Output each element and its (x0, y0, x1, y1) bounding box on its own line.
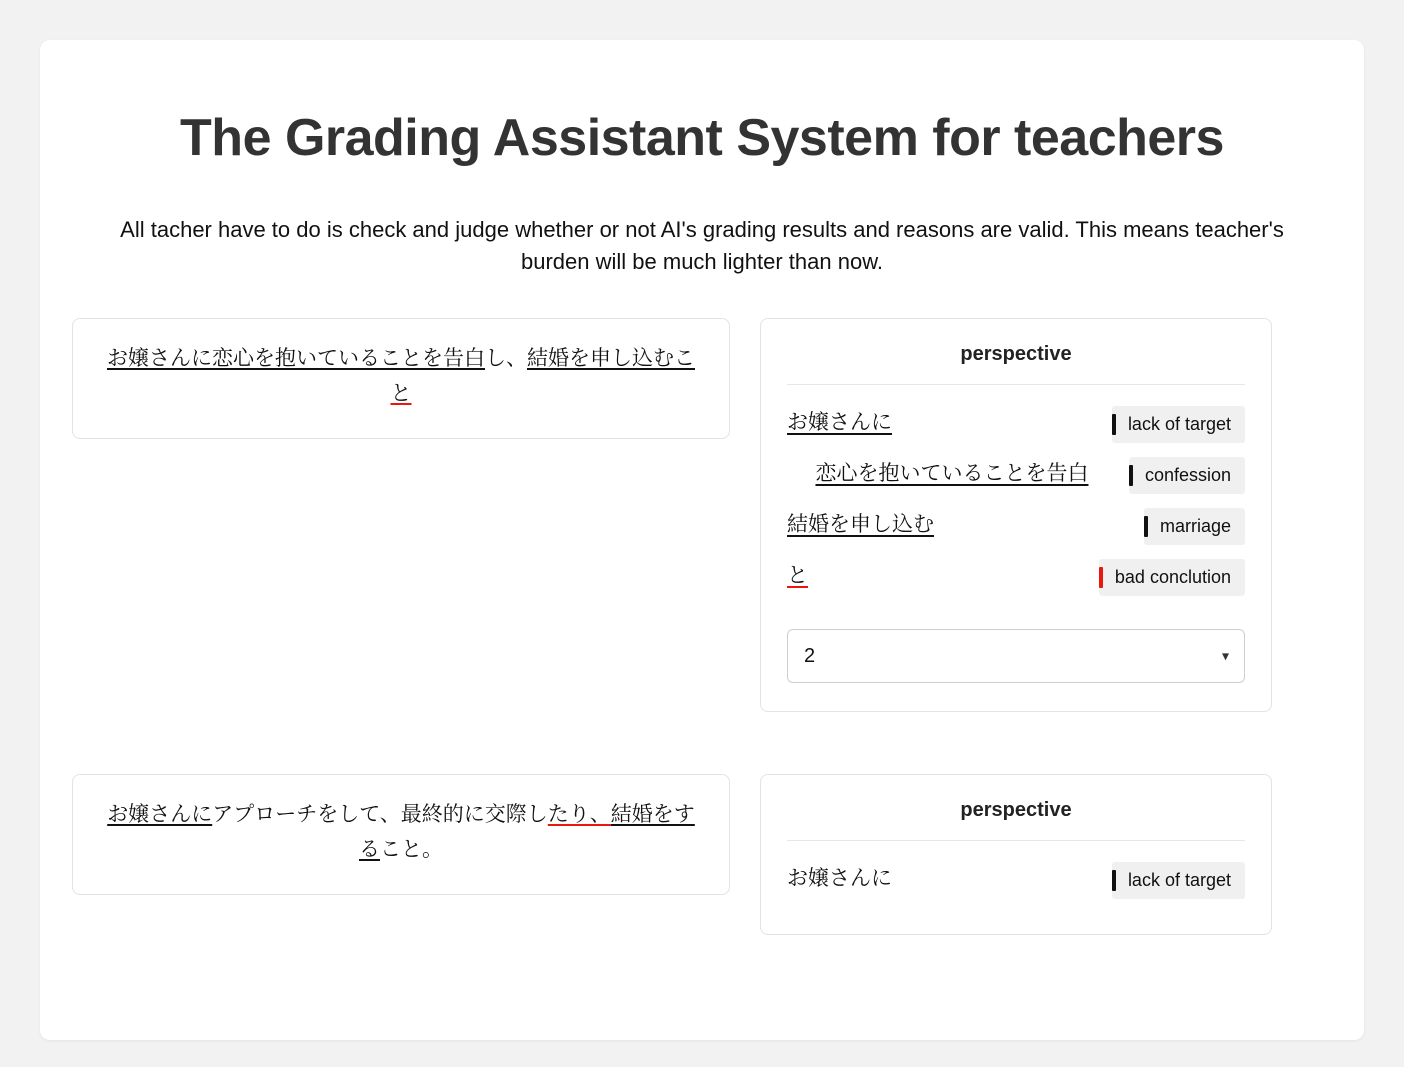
page-title: The Grading Assistant System for teachers (180, 109, 1224, 167)
status-badge (1144, 508, 1245, 545)
perspective-column-1 (760, 318, 1272, 734)
perspective-column-2 (760, 774, 1272, 957)
answer-segment: 結婚をする (359, 802, 695, 862)
badge-label: confession (1144, 464, 1231, 485)
badge-label: marriage (1159, 515, 1231, 536)
perspective-card-1 (760, 318, 1272, 712)
badge-bar (1112, 870, 1116, 891)
badge-label: bad conclution (1114, 566, 1231, 587)
answer-column-2 (72, 774, 730, 917)
badge-label: lack of target (1127, 413, 1231, 434)
perspective-row (787, 450, 1245, 501)
score-select-wrap (787, 629, 1245, 683)
answer-segment: お嬢さんに恋心を抱いていることを告白 (107, 346, 485, 370)
badge-bar (1129, 465, 1133, 486)
perspective-phrase (787, 459, 1117, 491)
answer-segment: し、 (485, 346, 527, 370)
perspective-phrase-text: と (787, 564, 808, 588)
perspective-phrase-text: お嬢さんに (787, 411, 892, 435)
perspective-title: perspective (787, 343, 1245, 385)
perspective-row (787, 855, 1245, 906)
answer-segment: お嬢さんに (107, 802, 213, 826)
perspective-row (787, 399, 1245, 450)
perspective-row (787, 501, 1245, 552)
status-badge (1112, 862, 1245, 899)
status-badge (1129, 457, 1245, 494)
status-badge-error (1099, 559, 1245, 596)
student-answer-card-2 (72, 774, 730, 895)
perspective-phrase-text: 恋心を抱いていることを告白 (815, 462, 1089, 486)
entry-row-2 (72, 774, 1332, 957)
chevron-down-icon: ▾ (1221, 647, 1229, 664)
entry-row-1 (72, 318, 1332, 734)
perspective-card-2 (760, 774, 1272, 935)
badge-bar (1099, 567, 1103, 588)
answer-segment: と (390, 382, 412, 406)
answer-segment: アプローチをして、最終的に交際し (212, 802, 548, 826)
score-select-1[interactable] (787, 629, 1245, 683)
perspective-phrase (787, 864, 1100, 896)
perspective-title: perspective (787, 799, 1245, 841)
answer-segment: たり、 (547, 802, 611, 826)
perspective-phrase-text: 結婚を申し込む (787, 513, 934, 537)
app-card (40, 40, 1364, 1040)
perspective-phrase (787, 408, 1100, 440)
perspective-row (787, 552, 1245, 603)
status-badge (1112, 406, 1245, 443)
perspective-phrase-text: お嬢さんに (787, 867, 892, 891)
answer-segment: こと。 (380, 838, 443, 862)
badge-bar (1144, 516, 1148, 537)
perspective-phrase (787, 510, 1132, 542)
page-subtitle: All tacher have to do is check and judge whether or not AI's grading results and reasons are valid. This means teacher's burden will be much lighter than now. (120, 217, 1284, 274)
student-answer-text-2 (99, 797, 703, 868)
perspective-phrase (787, 561, 1087, 593)
student-answer-text-1 (99, 341, 703, 412)
answer-segment: 結婚を申し込む (527, 346, 674, 370)
badge-label: lack of target (1127, 869, 1231, 890)
answer-segment: こ (674, 346, 695, 370)
badge-bar (1112, 414, 1116, 435)
student-answer-card-1 (72, 318, 730, 439)
answer-column-1 (72, 318, 730, 461)
